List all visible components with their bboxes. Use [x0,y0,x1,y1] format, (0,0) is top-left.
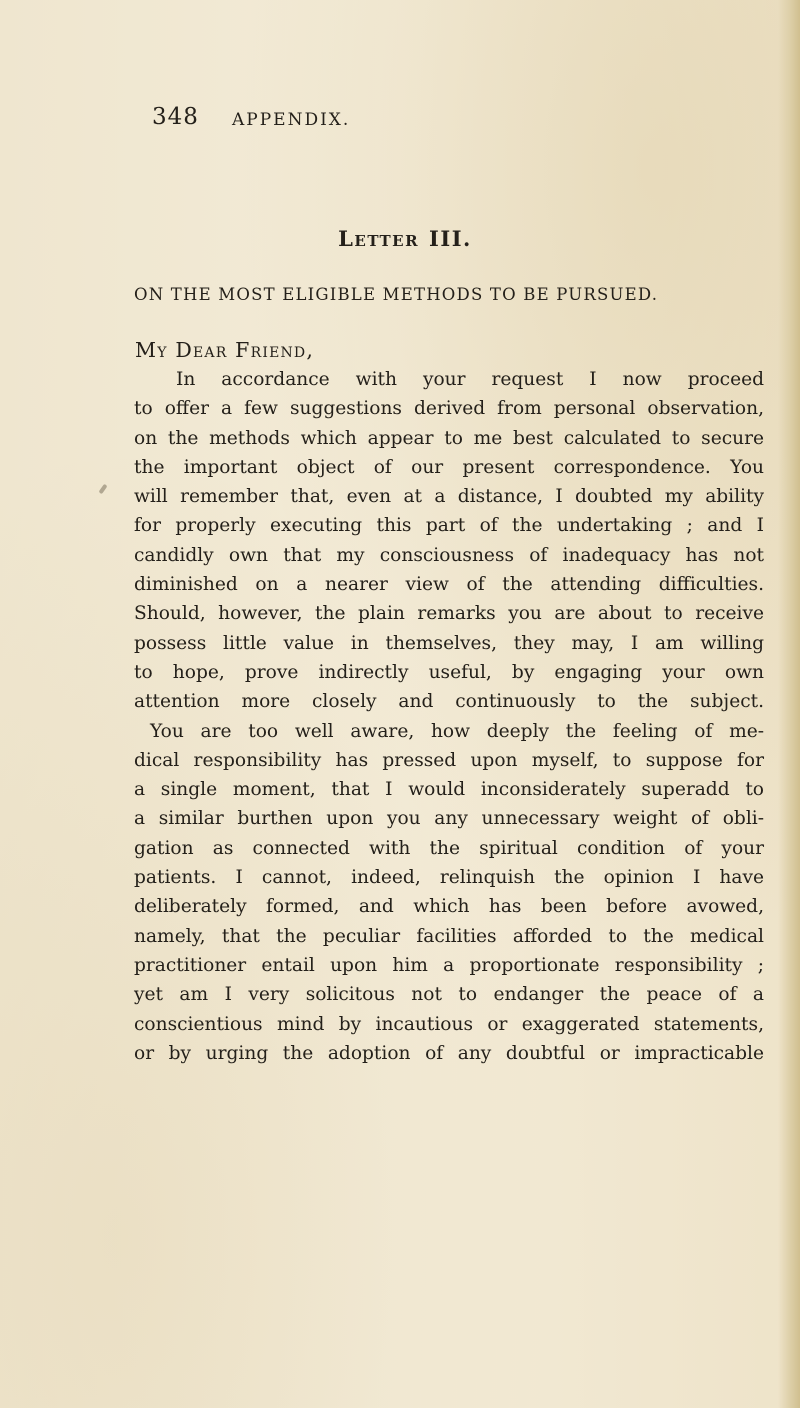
text-line: conscientious mind by incautious or exaggerated statements, [134,1013,764,1035]
text-line: will remember that, even at a distance, I doubted my ability [134,486,764,508]
text-line: practitioner entail upon him a proportionate responsibility ; [134,954,764,976]
text-line: or by urging the adoption of any doubtful or impracticable [134,1042,764,1064]
text-line: for properly executing this part of the undertaking ; and I [134,515,764,537]
letter-title [0,226,800,251]
letter-subtitle: ON THE MOST ELIGIBLE METHODS TO BE PURSUED. [134,285,659,304]
text-line: a similar burthen upon you any unnecessary weight of obli- [134,808,764,830]
text-line: deliberately formed, and which has been before avowed, [134,896,764,918]
ink-speck [98,484,107,494]
text-line: candidly own that my consciousness of inadequacy has not [134,544,764,566]
text-line: dical responsibility has pressed upon myself, to suppose for [134,749,764,771]
text-line: patients. I cannot, indeed, relinquish the opinion I have [134,867,764,889]
letter-numeral: III. [429,226,472,251]
text-line: yet am I very solicitous not to endanger the peace of a [134,984,764,1006]
letter-label: Letter [338,226,420,251]
running-head: APPENDIX. [232,110,351,130]
text-line: You are too well aware, how deeply the feeling of me- [150,720,764,742]
letter-body [134,365,764,1068]
text-line: attention more closely and continuously to the subject. [134,691,764,713]
text-line: to hope, prove indirectly useful, by engaging your own [134,661,764,683]
text-line: namely, that the peculiar facilities afforded to the medical [134,925,764,947]
text-line: gation as connected with the spiritual condition of your [134,837,764,859]
text-line: possess little value in themselves, they may, I am willing [134,632,764,654]
salutation: My Dear Friend, [135,338,315,362]
text-line: diminished on a nearer view of the attending difficulties. [134,574,764,596]
text-line: a single moment, that I would inconsiderately superadd to [134,779,764,801]
text-line: on the methods which appear to me best calculated to secure [134,427,764,449]
text-line: the important object of our present correspondence. You [134,456,764,478]
page-number: 348 [152,104,199,130]
text-line: to offer a few suggestions derived from personal observation, [134,398,764,420]
text-line: Should, however, the plain remarks you are about to receive [134,603,764,625]
text-line: In accordance with your request I now proceed [176,369,764,390]
page-edge-shadow [778,0,800,1408]
